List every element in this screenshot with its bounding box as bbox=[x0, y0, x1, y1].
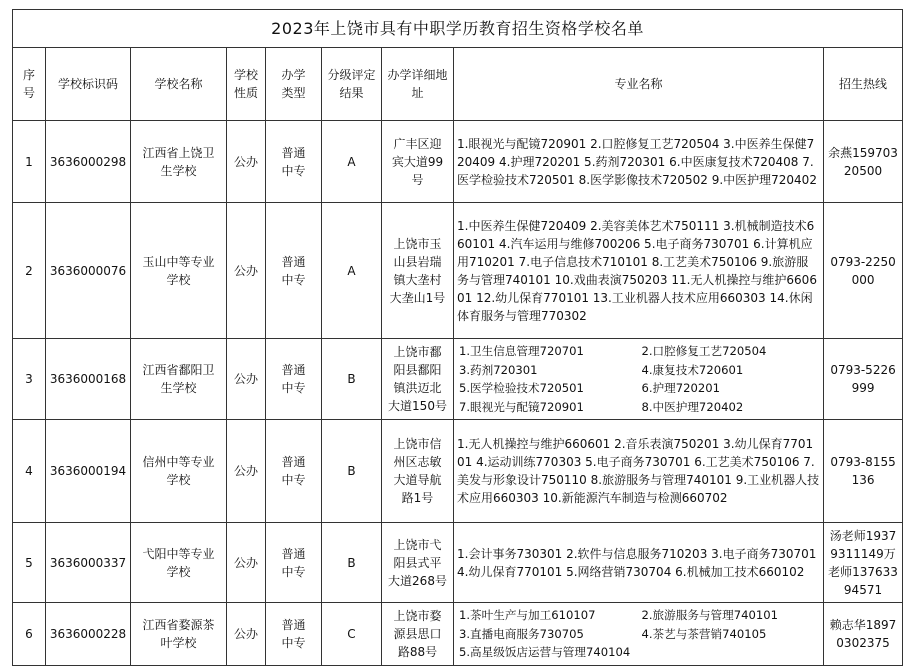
cell-address: 上饶市玉山县岩瑞镇大垄村大垄山1号 bbox=[382, 203, 454, 339]
cell-hotline: 0793-5226999 bbox=[824, 339, 903, 420]
major-item: 6.护理720201 bbox=[641, 381, 721, 395]
cell-nature: 公办 bbox=[227, 339, 266, 420]
cell-hotline: 0793-2250000 bbox=[824, 203, 903, 339]
cell-code: 3636000298 bbox=[46, 121, 131, 203]
header-nature: 学校性质 bbox=[227, 48, 266, 121]
cell-seq: 6 bbox=[13, 603, 46, 666]
cell-hotline: 赖志华18970302375 bbox=[824, 603, 903, 666]
majors-grid bbox=[457, 342, 820, 416]
cell-nature: 公办 bbox=[227, 603, 266, 666]
cell-nature: 公办 bbox=[227, 420, 266, 523]
majors-grid bbox=[457, 606, 820, 662]
cell-address: 广丰区迎宾大道99号 bbox=[382, 121, 454, 203]
table-title: 2023年上饶市具有中职学历教育招生资格学校名单 bbox=[13, 10, 903, 48]
cell-name: 弋阳中等专业学校 bbox=[131, 523, 227, 603]
cell-majors bbox=[454, 603, 824, 666]
cell-seq: 5 bbox=[13, 523, 46, 603]
cell-nature: 公办 bbox=[227, 121, 266, 203]
cell-seq: 4 bbox=[13, 420, 46, 523]
major-item: 2.口腔修复工艺720504 bbox=[641, 344, 767, 358]
cell-majors: 1.眼视光与配镜720901 2.口腔修复工艺720504 3.中医养生保健720409 4.护理720201 5.药剂720301 6.中医康复技术720408 7.医学检验技术720501 8.医学影像技术720502 9.中医护理720402 bbox=[454, 121, 824, 203]
cell-type: 普通中专 bbox=[266, 523, 322, 603]
school-list-table bbox=[12, 9, 903, 666]
table-row bbox=[13, 203, 903, 339]
cell-grade: A bbox=[322, 121, 382, 203]
cell-type: 普通中专 bbox=[266, 339, 322, 420]
major-item: 7.眼视光与配镜720901 bbox=[459, 399, 584, 414]
cell-nature: 公办 bbox=[227, 523, 266, 603]
cell-hotline: 0793-8155136 bbox=[824, 420, 903, 523]
table-row bbox=[13, 420, 903, 523]
major-item: 4.茶艺与茶营销740105 bbox=[641, 626, 767, 641]
cell-name: 玉山中等专业学校 bbox=[131, 203, 227, 339]
cell-majors: 1.中医养生保健720409 2.美容美体艺术750111 3.机械制造技术660101 4.汽车运用与维修700206 5.电子商务730701 6.计算机应用710201 7.电子信息技术710101 8.工艺美术750106 9.旅游服务与管理740101 10.戏曲表演750203 11.无人机操控与维护660601 12.幼儿保育770101 13.工业机器人技术应用660303 14.休闲体育服务与管理770302 bbox=[454, 203, 824, 339]
major-item: 1.茶叶生产与加工610107 bbox=[459, 608, 596, 623]
major-item: 5.医学检验技术720501 bbox=[459, 381, 584, 395]
header-name: 学校名称 bbox=[131, 48, 227, 121]
cell-code: 3636000168 bbox=[46, 339, 131, 420]
cell-type: 普通中专 bbox=[266, 121, 322, 203]
cell-grade: B bbox=[322, 339, 382, 420]
table-row bbox=[13, 339, 903, 420]
cell-majors: 1.会计事务730301 2.软件与信息服务710203 3.电子商务730701 4.幼儿保育770101 5.网络营销730704 6.机械加工技术660102 bbox=[454, 523, 824, 603]
major-item: 2.旅游服务与管理740101 bbox=[641, 608, 778, 623]
cell-seq: 3 bbox=[13, 339, 46, 420]
cell-seq: 1 bbox=[13, 121, 46, 203]
major-item: 4.康复技术720601 bbox=[641, 362, 744, 377]
cell-address: 上饶市鄱阳县鄱阳镇洪迈北大道150号 bbox=[382, 339, 454, 420]
cell-type: 普通中专 bbox=[266, 420, 322, 523]
cell-code: 3636000228 bbox=[46, 603, 131, 666]
header-majors: 专业名称 bbox=[454, 48, 824, 121]
cell-name: 信州中等专业学校 bbox=[131, 420, 227, 523]
header-code: 学校标识码 bbox=[46, 48, 131, 121]
cell-address: 上饶市信州区志敏大道导航路1号 bbox=[382, 420, 454, 523]
cell-hotline: 汤老师19379311149万老师13763394571 bbox=[824, 523, 903, 603]
table-row bbox=[13, 603, 903, 666]
cell-grade: B bbox=[322, 420, 382, 523]
cell-type: 普通中专 bbox=[266, 603, 322, 666]
major-item: 1.卫生信息管理720701 bbox=[459, 344, 584, 358]
header-hotline: 招生热线 bbox=[824, 48, 903, 121]
header-grade: 分级评定结果 bbox=[322, 48, 382, 121]
header-type: 办学类型 bbox=[266, 48, 322, 121]
cell-grade: B bbox=[322, 523, 382, 603]
table-row bbox=[13, 523, 903, 603]
cell-majors: 1.无人机操控与维护660601 2.音乐表演750201 3.幼儿保育770101 4.运动训练770303 5.电子商务730701 6.工艺美术750106 7.美发与形象设计750110 8.旅游服务与管理740101 9.工业机器人技术应用660303 10.新能源汽车制造与检测660702 bbox=[454, 420, 824, 523]
table-row bbox=[13, 121, 903, 203]
major-item: 3.直播电商服务730705 bbox=[459, 626, 584, 641]
cell-majors bbox=[454, 339, 824, 420]
cell-name: 江西省鄱阳卫生学校 bbox=[131, 339, 227, 420]
cell-address: 上饶市弋阳县式平大道268号 bbox=[382, 523, 454, 603]
cell-code: 3636000076 bbox=[46, 203, 131, 339]
major-item: 3.药剂720301 bbox=[459, 362, 538, 377]
cell-grade: A bbox=[322, 203, 382, 339]
cell-name: 江西省上饶卫生学校 bbox=[131, 121, 227, 203]
cell-code: 3636000337 bbox=[46, 523, 131, 603]
cell-code: 3636000194 bbox=[46, 420, 131, 523]
cell-grade: C bbox=[322, 603, 382, 666]
cell-seq: 2 bbox=[13, 203, 46, 339]
cell-name: 江西省婺源茶叶学校 bbox=[131, 603, 227, 666]
cell-address: 上饶市婺源县思口路88号 bbox=[382, 603, 454, 666]
cell-hotline: 余燕15970320500 bbox=[824, 121, 903, 203]
major-item: 5.高星级饭店运营与管理740104 bbox=[459, 645, 631, 660]
cell-type: 普通中专 bbox=[266, 203, 322, 339]
major-item: 8.中医护理720402 bbox=[641, 399, 744, 414]
header-seq: 序号 bbox=[13, 48, 46, 121]
cell-nature: 公办 bbox=[227, 203, 266, 339]
header-address: 办学详细地址 bbox=[382, 48, 454, 121]
header-row bbox=[13, 48, 903, 121]
